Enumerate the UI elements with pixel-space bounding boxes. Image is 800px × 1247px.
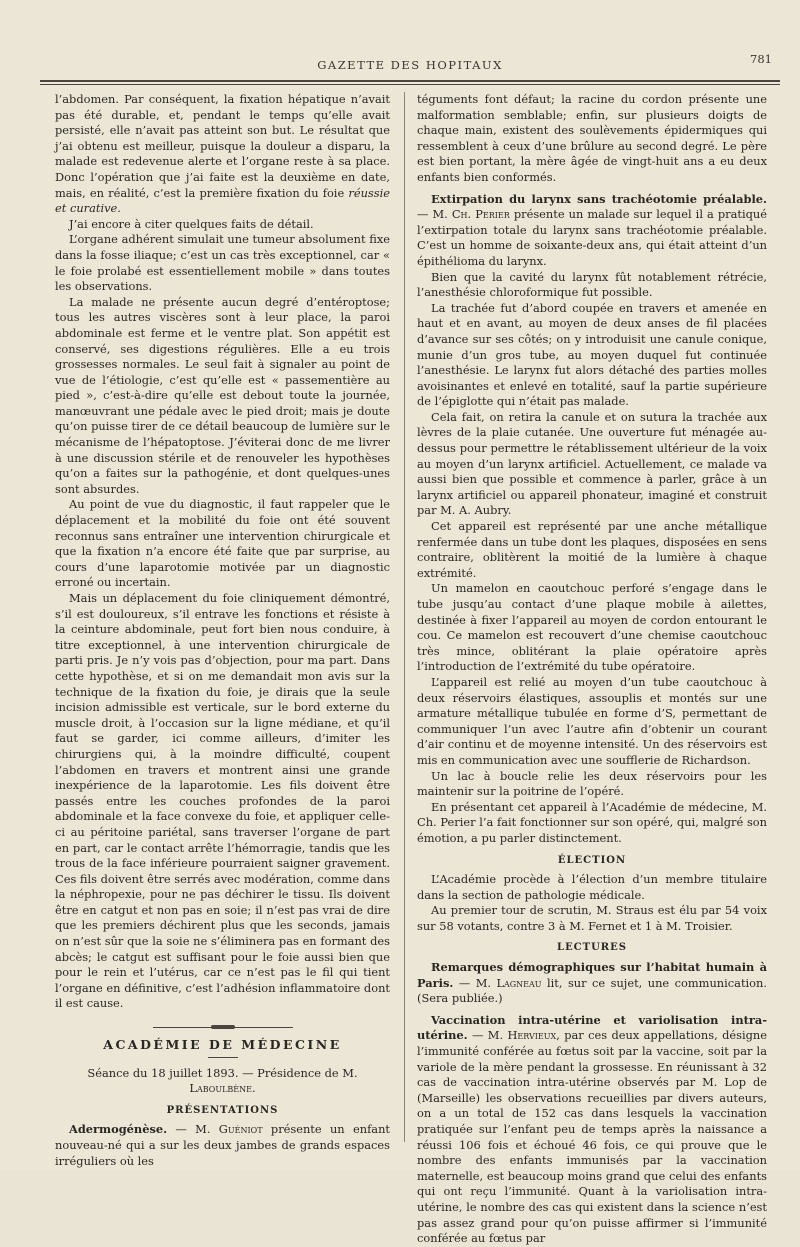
short-rule [208,1057,238,1058]
paragraph: Cet appareil est représenté par une anche métallique renfermée dans un tube dont les plaques, disposées en sens contraire, oblitèrent la moitié de la lumière à chaque extrémité. [417,519,767,580]
subsection-title-lectures: LECTURES [557,942,627,954]
page-number: 781 [750,52,772,66]
section-ornament [153,1026,293,1029]
paragraph: Au premier tour de scrutin, M. Straus est élu par 54 voix sur 58 votants, contre 3 à M. Fernet et 1 à M. Troisier. [417,903,767,933]
italic-phrase: réussie et curative. [55,185,390,216]
seance-line: Séance du 18 juillet 1893. — Présidence de M. Laboulbène. [87,1065,358,1096]
paragraph: Mais un déplacement du foie cliniquement démontré, s’il est douloureux, s’il entrave les fonctions et résiste à la ceinture abdominale, peut fort bien nous conduire, à titre exceptionnel, à une intervention chirurgicale de parti pris. Je n’y vois pas d’objection, pour ma part. Dans cette hypothèse, et si on me demandait mon avis sur la technique de la fixation du foie, je dirais que la seule incision admissible est verticale, sur le bord externe du muscle droit, à l’occasion sur la ligne médiane, et qu’il faut se garder, ici comme ailleurs, d’imiter les chirurgiens qui, à la moindre difficulté, coupent l’abdomen en travers et montrent ainsi une grande inexpérience de la laparotomie. Les fils doivent être passés entre les couches profondes de la paroi abdominale et la face convexe du foie, et appliquer celle-ci au péritoine pariétal, sans traverser l’organe de part en part, car le contact arrête l’hémorragie, tandis que les trous de la face inférieure pourraient saigner gravement. Ces fils doivent être serrés avec modération, comme dans la néphropexie, pour ne pas déchirer le tissu. Ils doivent être en catgut et non pas en soie; il n’est pas vrai de dire que les premiers déchirent plus que les seconds, jamais on n’est sûr que la soie ne s’éliminera pas en formant des abcès; le catgut est suffisant pour le foie aussi bien que pour le rein et l’utérus, car ce n’est pas le fil qui tient l’organe en définitive, c’est l’adhésion inflammatoire dont il est cause. [55,591,390,1011]
paragraph: Vaccination intra-utérine et variolisation intra-utérine. — M. Hervieux, par ces deux appellations, désigne l’immunité conférée au fœtus soit par la vaccine, soit par la variole de la mère pendant la grossesse. En réunissant à 32 cas de vaccination intra-utérine observés par M. Lop de (Marseille) les observations recueillies par divers auteurs, on a un total de 152 cas dans lesquels la vaccination pratiquée sur l’enfant peu de temps après la naissance a réussi 106 fois et échoué 46 fois, ce qui prouve que le nombre des enfants immunisés par la vaccination maternelle, est beaucoup moins grand que celui des enfants qui ont reçu l’immunité. Quant à la variolisation intra-utérine, le nombre des cas qui existent dans la science n’est pas assez grand pour qu’on puisse affirmer si l’immunité conférée au fœtus par [417,1012,767,1246]
page-header [40,50,780,78]
paragraph: L’organe adhérent simulait une tumeur absolument fixe dans la fosse iliaque; c’est un cas très exceptionnel, car « le foie prolabé est essentiellement mobile » dans toutes les observations. [55,232,390,294]
subsection-title-presentations: PRÉSENTATIONS [166,1104,279,1116]
paragraph: Au point de vue du diagnostic, il faut rappeler que le déplacement et la mobilité du foie ont été souvent reconnus sans entraîner une intervention chirurgicale et que la fixation n’a encore été faite que par surprise, au cours d’une laparotomie motivée par un diagnostic erroné ou incertain. [55,497,390,590]
paragraph: Extirpation du larynx sans trachéotomie préalable. — M. Ch. Perier présente un malade sur lequel il a pratiqué l’extirpation totale du larynx sans trachéotomie préalable. C’est un homme de soixante-deux ans, qui était atteint d’un épithélioma du larynx. [417,191,768,268]
paragraph: La trachée fut d’abord coupée en travers et amenée en haut et en avant, au moyen de deux anses de fil placées d’avance sur ses côtés; on y introduisit une canule conique, munie d’un gros tube, au moyen duquel fut continuée l’anesthésie. Le larynx fut alors détaché des parties molles avoisinantes et enlevé en totalité, sauf la partie supérieure de l’épiglotte qui n’était pas malade. [417,300,767,409]
paragraph: L’appareil est relié au moyen d’un tube caoutchouc à deux réservoirs élastiques, assouplis et montés sur une armature métallique tubulée en forme d’S, permettant de communiquer l’un avec l’autre afin d’obtenir un courant d’air continu et de moyenne intensité. Un des réservoirs est mis en communication avec une soufflerie de Richardson. [417,674,767,767]
paragraph: l’abdomen. Par conséquent, la fixation hépatique n’avait pas été durable, et, pendant le temps qu’elle avait persisté, elle n’avait pas atteint son but. Le résultat que j’ai obtenu est meilleur, puisque la douleur a disparu, la malade est redevenue alerte et l’organe reste à sa place. Donc l’opération que j’ai faite est la deuxième en date, mais, en réalité, c’est la première fixation du foie réussie et curative. [55,92,390,216]
paragraph: Un mamelon en caoutchouc perforé s’engage dans le tube jusqu’au contact d’une plaque mobile à ailettes, destinée à fixer l’appareil au moyen de cordon entourant le cou. Ce mamelon est recouvert d’une chemise caoutchouc très mince, oblitérant la plaie opératoire après l’introduction de l’extrémité du tube opératoire. [417,581,767,674]
column-divider [404,92,405,1142]
header-rule [40,80,780,85]
paragraph: Bien que la cavité du larynx fût notablement rétrécie, l’anesthésie chloroformique fut possible. [417,269,767,300]
running-title: GAZETTE DES HOPITAUX [317,58,503,72]
paragraph: Remarques démographiques sur l’habitat humain à Paris. — M. Lagneau lit, sur ce sujet, une communication. (Sera publiée.) [417,960,767,1006]
paragraph: téguments font défaut; la racine du cordon présente une malformation semblable; enfin, sur plusieurs doigts de chaque main, existent des soulèvements épidermiques qui ressemblent à ceux d’une brûlure au second degré. Le père est bien portant, la mère âgée de vingt-huit ans a eu deux enfants bien conformés. [417,92,767,184]
left-column [55,92,390,1169]
paragraph: Un lac à boucle relie les deux réservoirs pour les maintenir sur la poitrine de l’opéré. [417,768,767,799]
paragraph: L’Académie procède à l’élection d’un membre titulaire dans la section de pathologie médicale. [417,872,767,902]
subsection-title-election: ÉLECTION [557,854,627,866]
paragraph: La malade ne présente aucun degré d’entéroptose; tous les autres viscères sont à leur place, la paroi abdominale est ferme et le ventre plat. Son appétit est conservé, ses digestions régulières. Elle a eu trois grossesses normales. Le seul fait à signaler au point de vue de l’étiologie, c’est qu’elle est « passementière au pied », c’est-à-dire qu’elle est debout toute la journée, manœuvrant une pédale avec le pied droit; mais je doute qu’on puisse tirer de ce détail beaucoup de lumière sur le mécanisme de l’hépatoptose. J’éviterai donc de me livrer à une discussion stérile et de renouveler les hypothèses qu’on a faites sur la pathogénie, et dont quelques-unes sont absurdes. [55,294,390,496]
paragraph: Cela fait, on retira la canule et on sutura la trachée aux lèvres de la plaie cutanée. Une ouverture fut ménagée au-dessus pour permettre le rétablissement ultérieur de la voix au moyen d’un larynx artificiel. Actuellement, ce malade va aussi bien que possible et commence à parler, grâce à un larynx artificiel ou appareil phonateur, imaginé et construit par M. A. Aubry. [417,409,767,518]
paragraph: Adermogénèse. — M. Guéniot présente un enfant nouveau-né qui a sur les deux jambes de grands espaces irréguliers où les [55,1122,390,1168]
paragraph: En présentant cet appareil à l’Académie de médecine, M. Ch. Perier l’a fait fonctionner sur son opéré, qui, malgré son émotion, a pu parler distinctement. [417,799,767,845]
right-column [417,92,767,1247]
paragraph: J’ai encore à citer quelques faits de détail. [69,216,314,231]
section-heading-academie: ACADÉMIE DE MÉDECINE [103,1037,342,1053]
